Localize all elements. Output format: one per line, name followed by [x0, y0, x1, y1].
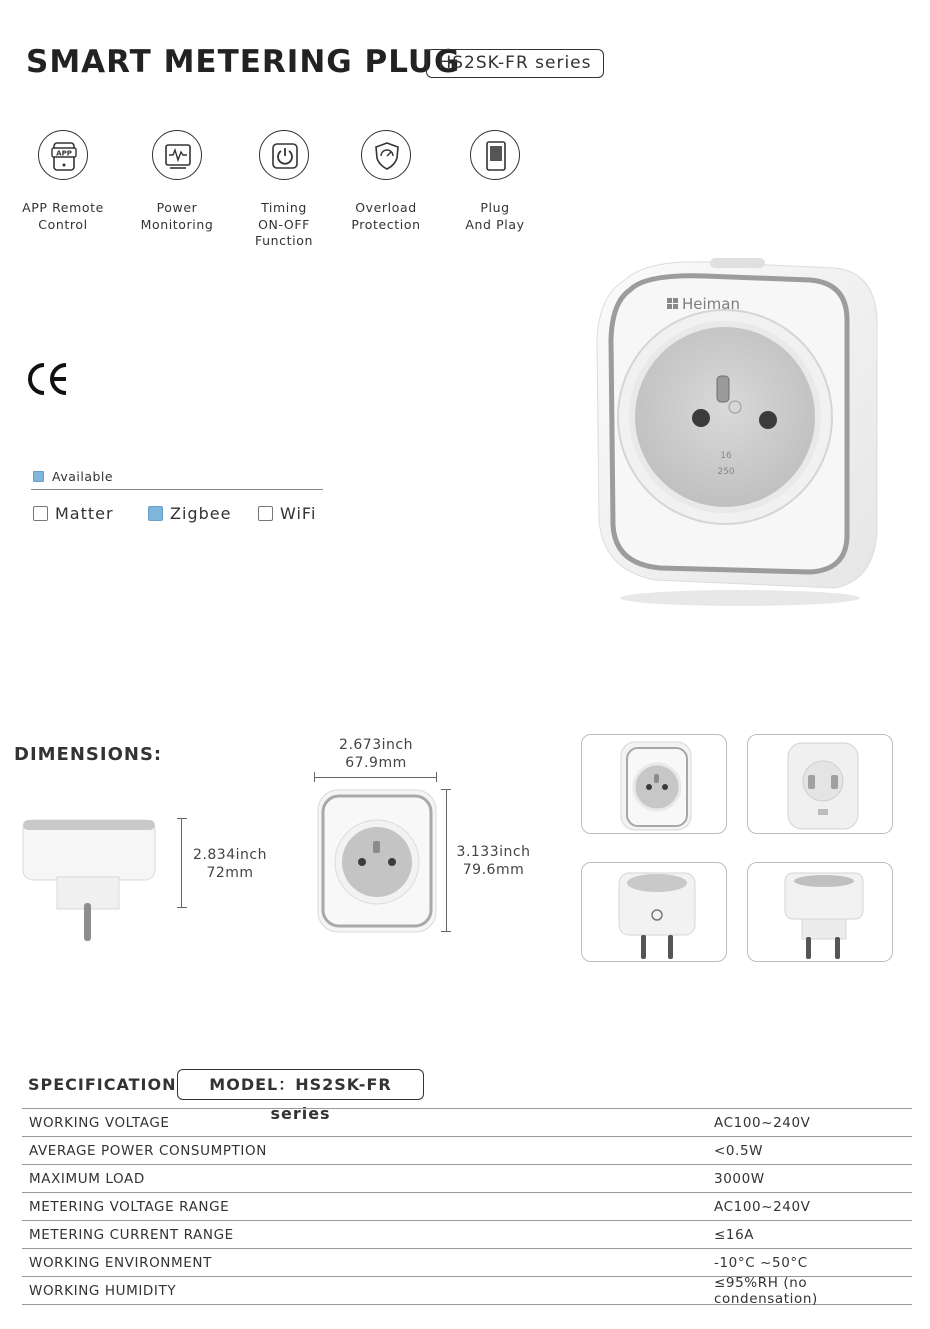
spec-row [22, 1276, 912, 1305]
front-view-image [316, 788, 438, 938]
checkbox-icon [33, 506, 48, 521]
thumbnail-side [747, 862, 893, 962]
spec-key: WORKING HUMIDITY [29, 1282, 177, 1299]
plug-icon [470, 130, 520, 180]
spec-key: METERING CURRENT RANGE [29, 1226, 234, 1243]
spec-row [22, 1248, 912, 1276]
page-title: SMART METERING PLUG [26, 44, 461, 80]
depth-label: 2.834inch 72mm [193, 847, 267, 881]
spec-value: 3000W [714, 1170, 765, 1187]
height-label: 3.133inch 79.6mm [456, 844, 531, 878]
spec-row [22, 1136, 912, 1164]
specification-title: SPECIFICATION [28, 1075, 177, 1094]
feature-label: Overload Protection [351, 200, 421, 232]
checkbox-icon [258, 506, 273, 521]
spec-value: AC100~240V [714, 1114, 811, 1131]
available-legend: Available [52, 469, 114, 484]
svg-text:Heiman: Heiman [682, 295, 740, 313]
spec-row [22, 1164, 912, 1192]
spec-value: -10°C ~50°C [714, 1254, 808, 1271]
spec-key: AVERAGE POWER CONSUMPTION [29, 1142, 267, 1159]
dimensions-title: DIMENSIONS: [14, 744, 163, 765]
feature-timing [229, 130, 339, 250]
spec-value: AC100~240V [714, 1198, 811, 1215]
spec-value: <0.5W [714, 1142, 764, 1159]
spec-value: ≤95%RH (no condensation) [714, 1274, 818, 1307]
checkbox-checked-icon [148, 506, 163, 521]
spec-key: WORKING ENVIRONMENT [29, 1254, 212, 1271]
series-badge: HS2SK-FR series [426, 49, 604, 78]
feature-label: Plug And Play [465, 200, 525, 232]
feature-plug-play [440, 130, 550, 233]
feature-app-remote [8, 130, 118, 233]
depth-dimension-line [177, 818, 187, 908]
app-icon [38, 130, 88, 180]
feature-label: APP Remote Control [22, 200, 104, 232]
power-button-icon [259, 130, 309, 180]
spec-key: METERING VOLTAGE RANGE [29, 1198, 230, 1215]
spec-value: ≤16A [714, 1226, 755, 1243]
spec-row [22, 1220, 912, 1248]
spec-row [22, 1108, 912, 1136]
thumbnail-bottom [581, 862, 727, 962]
protocol-wifi: WiFi [258, 504, 316, 523]
thumbnail-back [747, 734, 893, 834]
shield-gauge-icon [361, 130, 411, 180]
feature-power-monitoring [122, 130, 232, 233]
svg-text:250: 250 [717, 467, 735, 477]
feature-overload [331, 130, 441, 233]
spec-table [22, 1108, 912, 1305]
ce-mark-icon [26, 362, 72, 400]
product-image [585, 250, 890, 614]
svg-text:16: 16 [720, 451, 732, 461]
spec-key: MAXIMUM LOAD [29, 1170, 145, 1187]
width-dimension-line [314, 772, 437, 782]
protocol-zigbee: Zigbee [148, 504, 231, 523]
available-swatch [33, 471, 44, 482]
protocol-matter: Matter [33, 504, 114, 523]
model-badge: MODEL：HS2SK-FR series [177, 1069, 424, 1100]
spec-key: WORKING VOLTAGE [29, 1114, 170, 1131]
thumbnail-front-angle [581, 734, 727, 834]
power-monitor-icon [152, 130, 202, 180]
height-dimension-line [441, 789, 451, 932]
feature-label: Timing ON-OFF Function [255, 200, 313, 248]
divider [31, 489, 323, 490]
feature-label: Power Monitoring [140, 200, 214, 232]
spec-row [22, 1192, 912, 1220]
svg-text:APP: APP [56, 149, 72, 158]
width-label: 2.673inch 67.9mm [339, 737, 413, 771]
side-view-image [20, 815, 160, 949]
